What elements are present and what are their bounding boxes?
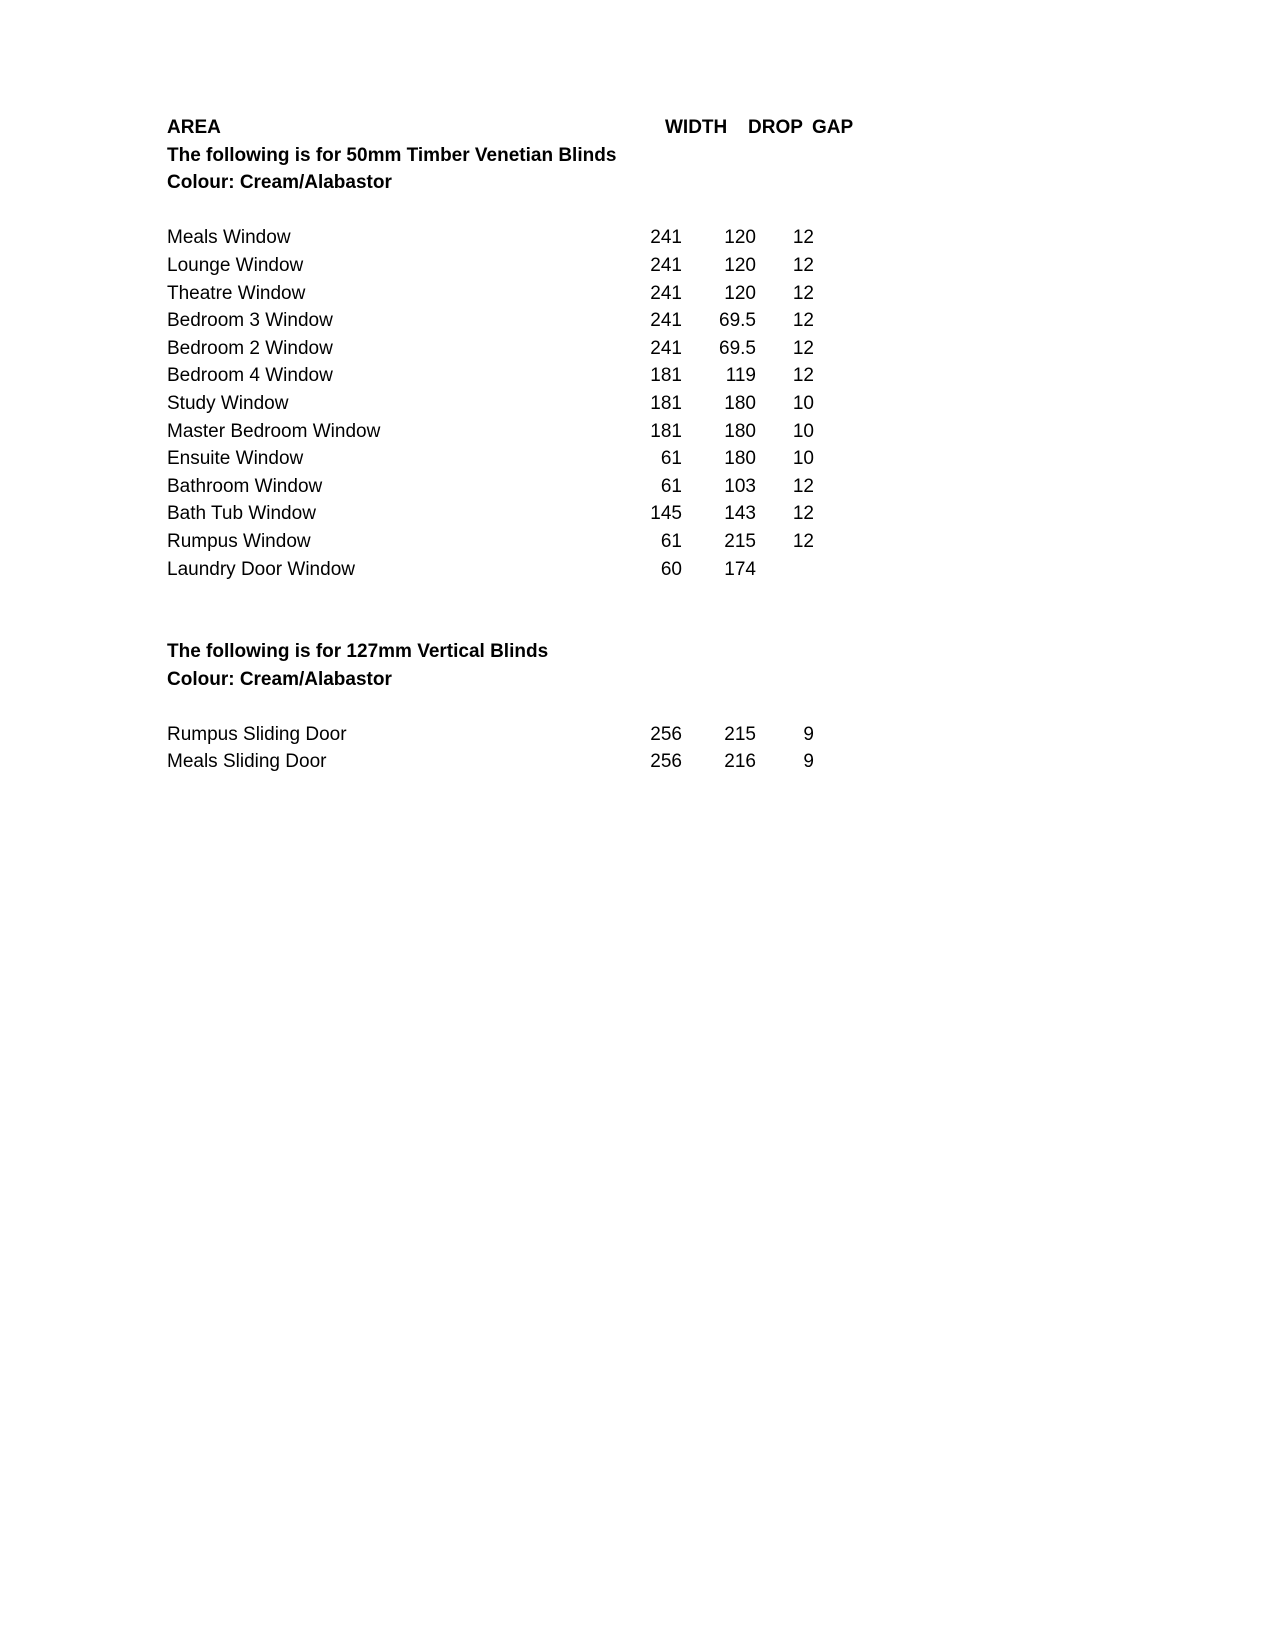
row-width: 61: [660, 530, 682, 552]
row-gap: 12: [792, 254, 814, 276]
row-area: Ensuite Window: [167, 448, 304, 470]
row-width: 241: [650, 310, 682, 332]
row-width: 61: [660, 475, 682, 497]
row-width: 145: [650, 503, 682, 525]
row-width: 181: [650, 420, 682, 442]
section1-title: The following is for 50mm Timber Venetian Blinds: [167, 144, 617, 166]
blinds-schedule: [167, 114, 867, 776]
row-width: 181: [650, 365, 682, 387]
row-area: Theatre Window: [167, 282, 306, 304]
row-area: Laundry Door Window: [167, 558, 355, 580]
row-area: Meals Sliding Door: [167, 751, 327, 773]
row-area: Rumpus Window: [167, 530, 311, 552]
row-gap: 12: [792, 365, 814, 387]
row-drop: 180: [724, 392, 756, 414]
row-width: 256: [650, 751, 682, 773]
row-drop: 143: [724, 503, 756, 525]
table-row: [167, 500, 867, 528]
row-gap: 12: [792, 227, 814, 249]
row-width: 241: [650, 227, 682, 249]
table-row: [167, 528, 867, 556]
row-width: 61: [660, 448, 682, 470]
row-drop: 69.5: [719, 310, 756, 332]
table-row: [167, 390, 867, 418]
spacer: [167, 693, 867, 721]
row-drop: 120: [724, 254, 756, 276]
row-area: Bath Tub Window: [167, 503, 316, 525]
row-area: Bathroom Window: [167, 475, 323, 497]
section1-colour: Colour: Cream/Alabastor: [167, 172, 392, 194]
row-width: 256: [650, 723, 682, 745]
row-drop: 119: [725, 365, 756, 387]
row-drop: 215: [724, 530, 756, 552]
header-width: WIDTH: [665, 117, 728, 138]
row-area: Study Window: [167, 392, 289, 414]
table-row: [167, 473, 867, 501]
section2-colour: Colour: Cream/Alabastor: [167, 668, 392, 690]
header-gap: GAP: [812, 117, 854, 138]
row-gap: 12: [792, 475, 814, 497]
row-drop: 69.5: [719, 337, 756, 359]
row-drop: 215: [724, 723, 756, 745]
header-area: AREA: [167, 117, 221, 138]
table-row: [167, 362, 867, 390]
row-drop: 216: [724, 751, 756, 773]
row-area: Bedroom 4 Window: [167, 365, 333, 387]
row-width: 181: [650, 392, 682, 414]
table-row: [167, 556, 867, 584]
row-area: Bedroom 2 Window: [167, 337, 333, 359]
row-drop: 180: [724, 448, 756, 470]
row-width: 241: [650, 337, 682, 359]
section1-table: [167, 224, 867, 583]
column-header-row: [167, 114, 867, 142]
row-drop: 120: [724, 227, 756, 249]
table-row: [167, 721, 867, 749]
table-row: [167, 280, 867, 308]
table-row: [167, 418, 867, 446]
table-row: [167, 252, 867, 280]
row-gap: 9: [803, 723, 814, 745]
section2-title: The following is for 127mm Vertical Blinds: [167, 641, 549, 663]
row-area: Master Bedroom Window: [167, 420, 381, 442]
row-area: Meals Window: [167, 227, 291, 249]
row-width: 60: [660, 558, 682, 580]
row-gap: 9: [803, 751, 814, 773]
spacer: [167, 583, 867, 638]
row-area: Lounge Window: [167, 254, 304, 276]
row-gap: 12: [792, 530, 814, 552]
header-drop: DROP: [748, 117, 803, 138]
table-row: [167, 224, 867, 252]
row-gap: 12: [792, 310, 814, 332]
row-gap: 12: [792, 503, 814, 525]
section2-table: [167, 721, 867, 776]
row-width: 241: [650, 254, 682, 276]
row-width: 241: [650, 282, 682, 304]
row-area: Rumpus Sliding Door: [167, 723, 347, 745]
row-gap: 12: [792, 282, 814, 304]
row-gap: 12: [792, 337, 814, 359]
spacer: [167, 197, 867, 225]
row-area: Bedroom 3 Window: [167, 310, 333, 332]
table-row: [167, 335, 867, 363]
row-drop: 180: [724, 420, 756, 442]
table-row: [167, 748, 867, 776]
row-gap: 10: [792, 420, 814, 442]
table-row: [167, 307, 867, 335]
row-gap: 10: [792, 448, 814, 470]
table-row: [167, 445, 867, 473]
row-gap: 10: [792, 392, 814, 414]
row-drop: 103: [724, 475, 756, 497]
row-drop: 174: [724, 558, 756, 580]
row-drop: 120: [724, 282, 756, 304]
